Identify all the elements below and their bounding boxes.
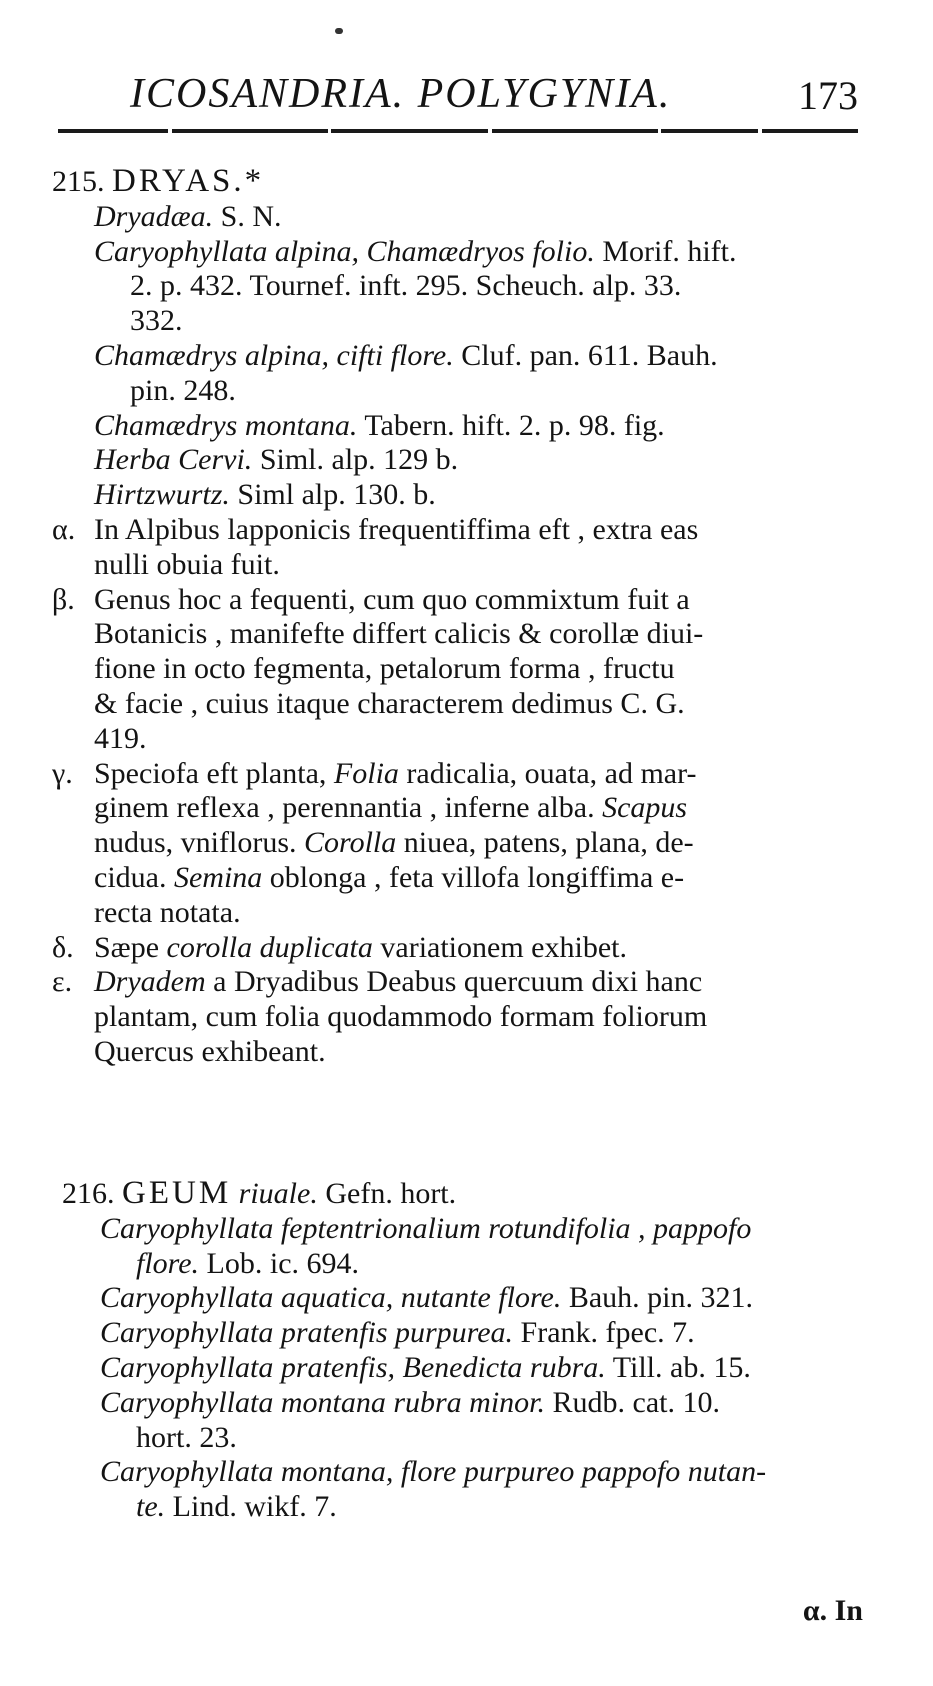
note-marker: δ.	[52, 930, 74, 964]
synonym-name: te.	[136, 1490, 166, 1524]
synonym-name: Dryadæa.	[94, 199, 214, 233]
synonym-line	[52, 1351, 862, 1386]
synonym-reference: Siml. alp. 129 b.	[252, 443, 459, 477]
note-term: Scapus	[602, 791, 688, 825]
synonym-name: Hirtzwurtz.	[94, 478, 230, 512]
synonym-reference: Bauh. pin. 321.	[561, 1281, 754, 1315]
entry-species: riuale.	[231, 1177, 318, 1210]
entry-genus: DRYAS.*	[112, 163, 265, 199]
running-title: ICOSANDRIA. POLYGYNIA.	[130, 71, 672, 117]
note-text: Botanicis , manifefte differt calicis & corollæ diui-	[94, 617, 704, 651]
entry-dryas	[52, 164, 862, 1070]
catchword: α. In	[802, 1594, 863, 1627]
synonym-line	[52, 1455, 862, 1490]
note-text: plantam, cum folia quodammodo formam foliorum	[94, 1000, 708, 1034]
entry-geum	[52, 1176, 862, 1525]
synonym-reference: Siml alp. 130. b.	[229, 478, 436, 512]
synonym-reference: hort. 23.	[136, 1420, 237, 1454]
synonym-name: Chamædrys alpina, cifti flore.	[94, 338, 454, 372]
note-marker: β.	[52, 582, 75, 616]
synonym-line	[52, 1281, 862, 1316]
note-line	[52, 791, 862, 826]
synonym-name: Herba Cervi.	[94, 443, 253, 477]
synonym-name: flore.	[136, 1246, 200, 1280]
page-header	[130, 70, 870, 122]
synonym-line	[52, 235, 862, 270]
note-gamma	[52, 757, 862, 792]
note-line	[52, 1000, 862, 1035]
note-epsilon	[52, 965, 862, 1000]
note-line	[52, 617, 862, 652]
synonym-line	[52, 409, 862, 444]
entry-reference: Gefn. hort.	[317, 1177, 457, 1210]
synonym-reference: 332.	[130, 304, 183, 338]
note-text: niuea, patens, plana, de-	[396, 826, 694, 860]
note-text: & facie , cuius itaque characterem dedimus C. G.	[94, 686, 685, 720]
synonym-line	[52, 339, 862, 374]
synonym-name: Caryophyllata pratenfis purpurea.	[100, 1316, 514, 1350]
synonym-reference: Morif. hift.	[594, 234, 737, 268]
note-line	[52, 826, 862, 861]
synonym-line	[52, 200, 862, 235]
note-line	[52, 687, 862, 722]
note-marker: γ.	[52, 756, 73, 790]
synonym-reference: Tabern. hift. 2. p. 98. fig.	[357, 408, 665, 442]
synonym-reference: Lob. ic. 694.	[199, 1246, 360, 1280]
header-rule	[58, 128, 858, 134]
note-text: nudus, vniflorus.	[94, 826, 304, 860]
note-text: recta notata.	[94, 895, 241, 929]
synonym-reference: Till. ab. 15.	[605, 1350, 751, 1384]
note-term: Dryadem	[94, 965, 206, 999]
synonym-reference: 2. p. 432. Tournef. inft. 295. Scheuch. alp. 33.	[130, 269, 682, 303]
note-term: corolla duplicata	[166, 930, 373, 964]
page-number: 173	[798, 73, 858, 118]
note-marker: α.	[52, 512, 76, 546]
note-line	[52, 652, 862, 687]
ink-speck	[335, 28, 343, 34]
note-line	[52, 1035, 862, 1070]
entry-heading	[52, 164, 862, 200]
note-beta	[52, 583, 862, 618]
note-text: radicalia, ouata, ad mar-	[398, 756, 697, 790]
note-line	[52, 896, 862, 931]
synonym-line	[52, 478, 862, 513]
note-line	[52, 548, 862, 583]
note-alpha	[52, 513, 862, 548]
note-text: nulli obuia fuit.	[94, 547, 280, 581]
note-term: Semina	[173, 860, 263, 894]
note-text: oblonga , feta villofa longiffima e-	[262, 860, 685, 894]
note-delta	[52, 931, 862, 966]
synonym-reference: Rudb. cat. 10.	[545, 1385, 721, 1419]
synonym-line	[52, 374, 862, 409]
note-text: Quercus exhibeant.	[94, 1034, 326, 1068]
synonym-line	[52, 1247, 862, 1282]
entry-genus: GEUM	[122, 1175, 232, 1211]
note-term: Corolla	[304, 826, 397, 860]
synonym-reference: Cluf. pan. 611. Bauh.	[453, 338, 718, 372]
synonym-reference: Frank. fpec. 7.	[513, 1316, 695, 1350]
note-line	[52, 861, 862, 896]
note-line	[52, 722, 862, 757]
synonym-reference: S. N.	[213, 199, 282, 233]
synonym-name: Caryophyllata aquatica, nutante flore.	[100, 1281, 562, 1315]
synonym-line	[52, 1316, 862, 1351]
entry-number: 215.	[52, 165, 112, 198]
note-text: Sæpe	[94, 930, 167, 964]
synonym-line	[52, 1212, 862, 1247]
synonym-line	[52, 1490, 862, 1525]
note-text: Speciofa eft planta,	[94, 756, 334, 790]
synonym-name: Caryophyllata alpina, Chamædryos folio.	[94, 234, 595, 268]
synonym-name: Caryophyllata pratenfis, Benedicta rubra.	[100, 1350, 606, 1384]
synonym-line	[52, 269, 862, 304]
synonym-line	[52, 1421, 862, 1456]
synonym-line	[52, 443, 862, 478]
note-text: cidua.	[94, 860, 174, 894]
entry-heading	[52, 1176, 862, 1212]
synonym-line	[52, 304, 862, 339]
note-text: fione in octo fegmenta, petalorum forma , fructu	[94, 652, 675, 686]
note-text: a Dryadibus Deabus quercuum dixi hanc	[205, 965, 703, 999]
note-text: variationem exhibet.	[372, 930, 627, 964]
note-text: 419.	[94, 721, 147, 755]
note-text: Genus hoc a fequenti, cum quo commixtum fuit a	[94, 582, 690, 616]
note-text: ginem reflexa , perennantia , inferne alba.	[94, 791, 603, 825]
entry-number: 216.	[62, 1177, 122, 1210]
synonym-name: Caryophyllata feptentrionalium rotundifolia , pappofo	[100, 1211, 752, 1245]
note-term: Folia	[333, 756, 399, 790]
note-text: In Alpibus lapponicis frequentiffima eft , extra eas	[94, 512, 699, 546]
synonym-name: Chamædrys montana.	[94, 408, 358, 442]
synonym-name: Caryophyllata montana, flore purpureo pappofo nutan-	[100, 1455, 767, 1489]
synonym-reference: Lind. wikf. 7.	[165, 1490, 337, 1524]
synonym-name: Caryophyllata montana rubra minor.	[100, 1385, 546, 1419]
synonym-reference: pin. 248.	[130, 373, 236, 407]
note-marker: ε.	[52, 965, 73, 999]
synonym-line	[52, 1386, 862, 1421]
